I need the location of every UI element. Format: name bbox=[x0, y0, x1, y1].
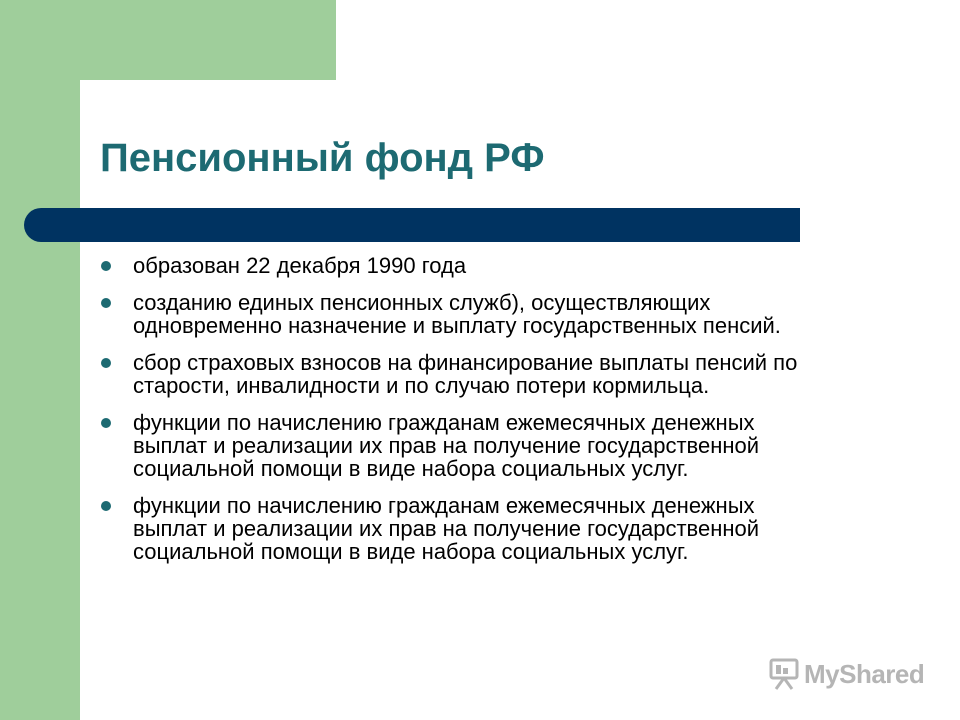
bullet-text: функции по начислению гражданам ежемесячных денежных выплат и реализации их прав на получение государственной социальной помощи в виде набора социальных услуг. bbox=[133, 493, 760, 564]
watermark-text: MyShared bbox=[804, 658, 925, 689]
bullet-dot-icon bbox=[101, 298, 111, 308]
bullet-item bbox=[100, 254, 830, 277]
bullet-item bbox=[100, 291, 830, 337]
bullet-item bbox=[100, 411, 830, 480]
presentation-board-icon bbox=[768, 657, 800, 691]
bullet-dot-icon bbox=[101, 261, 111, 271]
bullet-text: образован 22 декабря 1990 года bbox=[133, 253, 467, 278]
green-side-strip bbox=[0, 0, 80, 720]
bullet-dot-icon bbox=[101, 358, 111, 368]
bullet-dot-icon bbox=[101, 418, 111, 428]
bullet-item bbox=[100, 494, 830, 563]
bullet-item bbox=[100, 351, 830, 397]
bullet-list bbox=[100, 254, 830, 577]
slide-title: Пенсионный фонд РФ bbox=[100, 136, 545, 180]
title-underline-bar bbox=[24, 208, 800, 242]
bullet-text: созданию единых пенсионных служб), осуществляющих одновременно назначение и выплату государственных пенсий. bbox=[133, 290, 781, 338]
watermark-logo bbox=[768, 656, 924, 692]
green-top-block bbox=[0, 0, 336, 80]
bullet-text: сбор страховых взносов на финансирование выплаты пенсий по старости, инвалидности и по случаю потери кормильца. bbox=[133, 350, 798, 398]
bullet-text: функции по начислению гражданам ежемесячных денежных выплат и реализации их прав на получение государственной социальной помощи в виде набора социальных услуг. bbox=[133, 410, 760, 481]
bullet-dot-icon bbox=[101, 501, 111, 511]
